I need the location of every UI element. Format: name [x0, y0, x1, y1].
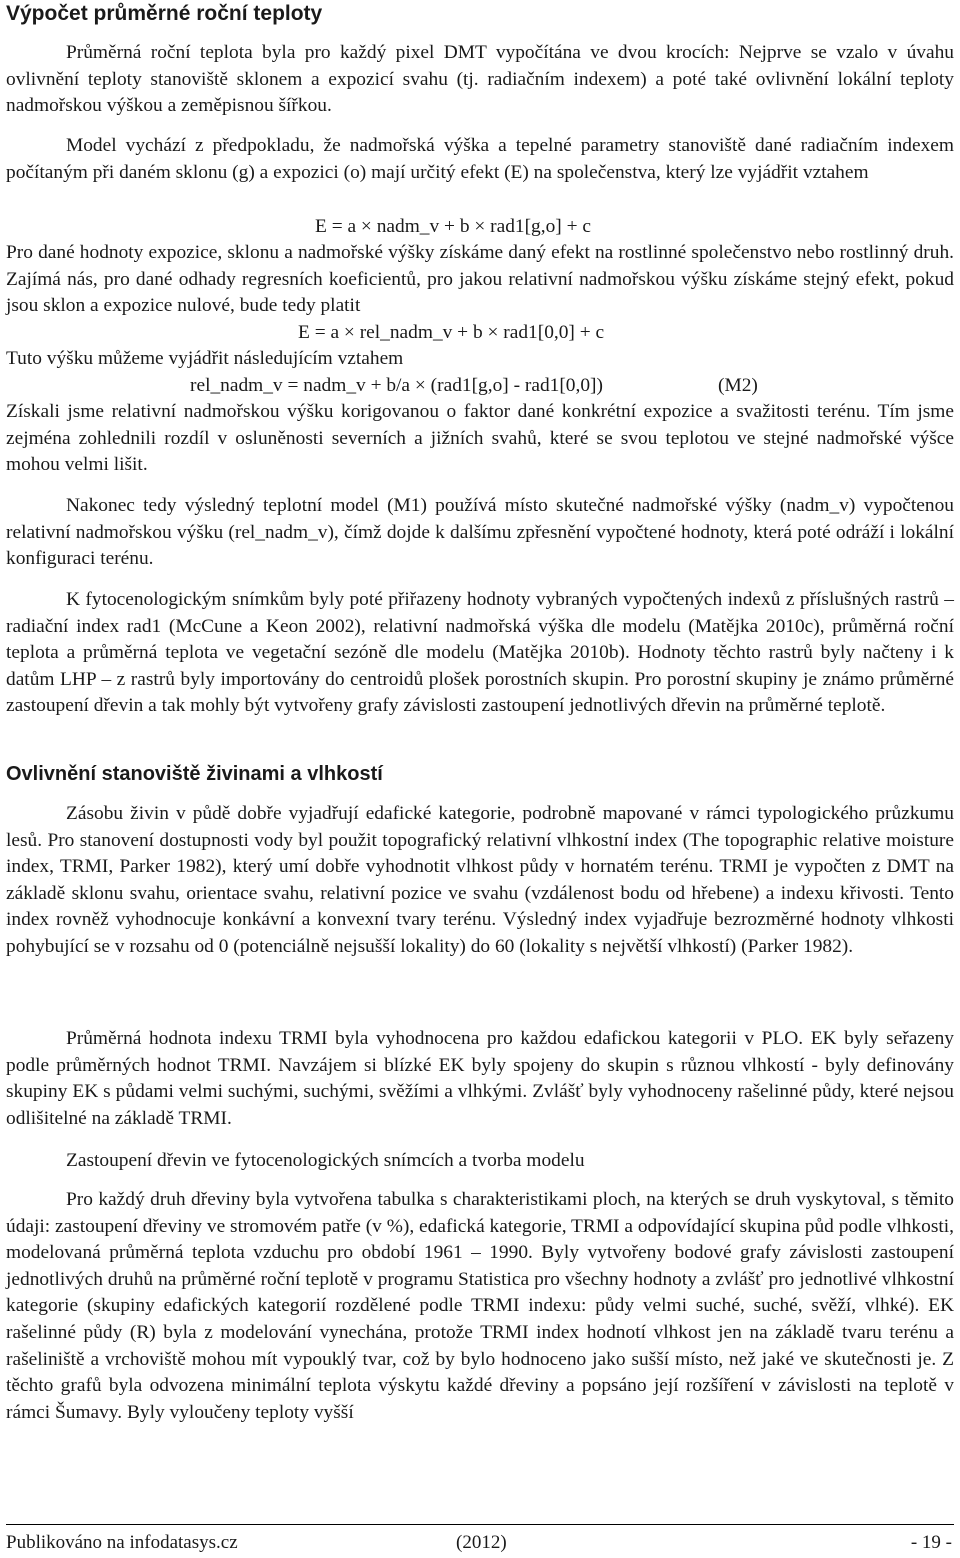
footer-page-number: - 19 - — [910, 1532, 952, 1553]
paragraph-trmi: Zásobu živin v půdě dobře vyjadřují edafické kategorie, podrobně mapované v rámci typologického průzkumu lesů. Pro stanovení dostupnosti vody byl použit topografický relativní vlhkostní index (The topographic relative moisture index, TRMI, Parker 1982), který umí dobře vyhodnotit vlhkost půdy v hornatém terénu. TRMI je vypočten z DMT na základě sklonu svahu, orientace svahu, relativní pozice ve svahu (vzdálenost bodu od hřebene) a indexu křivosti. Tento index rovněž vyhodnocuje konkávní a konvexní tvary terénu. Výsledný index vyjadřuje bezrozměrné hodnoty vlhkosti pohybující se v rozsahu od 0 (potenciálně nejsušší lokality) do 60 (lokality s největší vlhkostí) (Parker 1982). — [6, 803, 954, 957]
paragraph-relative-height: Získali jsme relativní nadmořskou výšku korigovanou o faktor dané konkrétní expozice a svažitosti terénu. Tím jsme zejména zohlednili rozdíl v osluněnosti severních a jižních svahů, které se svou teplotou ve stejné nadmořské výšce mohou velmi lišit. — [6, 401, 954, 476]
equation-3: rel_nadm_v = nadm_v + b/a × (rad1[g,o] - rad1[0,0]) — [190, 375, 603, 396]
footer-divider — [6, 1524, 954, 1525]
paragraph-intro: Průměrná roční teplota byla pro každý pixel DMT vypočítána ve dvou krocích: Nejprve se vzalo v úvahu ovlivnění teploty stanoviště sklonem a expozicí svahu (tj. radiačním indexem) a poté také ovlivnění lokální teploty nadmořskou výškou a zeměpisnou šířkou. — [6, 42, 954, 117]
paragraph-tree-table: Pro každý druh dřeviny byla vytvořena tabulka s charakteristikami ploch, na kterých se druh vyskytoval, s těmito údaji: zastoupení dřeviny ve stromovém patře (v %), edafická kategorie, TRMI a odpovídající skupina půd podle vlhkosti, modelovaná průměrná teplota vzduchu pro období 1961 – 1990. Byly vytvořeny bodové grafy závislosti zastoupení jednotlivých druhů na průměrné roční teplotě v programu Statistica pro všechny hodnoty a zvlášť pro jednotlivé vlhkostní kategorie (skupiny edafických kategorií rozdělené podle TRMI indexu: půdy velmi suché, suché, svěží, vlhké). EK rašelinné půdy (R) byla z modelování vynechána, protože TRMI index hodnotí vlhkost jen na základě tvaru terénu a rašeliniště a vrchoviště mohou mít vypouklý tvar, což by bylo hodnoceno jako sušší místo, než jaké ve skutečnosti je. Z těchto grafů byla odvozena minimální teplota výskytu každé dřeviny a popsáno její rozšíření v závislosti na teplotě v rámci Šumavy. Byly vyloučeny teploty vyšší — [6, 1189, 954, 1423]
equation-2: E = a × rel_nadm_v + b × rad1[0,0] + c — [298, 322, 605, 343]
subheading-tree-species: Zastoupení dřevin ve fytocenologických snímcích a tvorba modelu — [66, 1150, 585, 1171]
paragraph-model: Model vychází z předpokladu, že nadmořská výška a tepelné parametry stanoviště dané radiačním indexem počítaným při daném sklonu (g) a expozici (o) mají určitý efekt (E) na společenstva, který lze vyjádřit vztahem — [6, 135, 954, 183]
paragraph-trmi-average: Průměrná hodnota indexu TRMI byla vyhodnocena pro každou edafickou kategorii v PLO. EK byly seřazeny podle průměrných hodnot TRMI. Navzájem si blízké EK byly spojeny do skupin s různou vlhkostí - byly definovány skupiny EK s půdami velmi suchými, suchými, svěžími a vlhkými. Zvlášť byly vyhodnoceny rašelinné půdy, které nejsou odlišitelné na základě TRMI. — [6, 1028, 954, 1129]
section-heading-nutrients: Ovlivnění stanoviště živinami a vlhkostí — [6, 763, 383, 785]
paragraph-height: Tuto výšku můžeme vyjádřit následujícím vztahem — [6, 348, 404, 369]
paragraph-raster-values: K fytocenologickým snímkům byly poté přiřazeny hodnoty vybraných vypočtených indexů z příslušných rastrů – radiační index rad1 (McCune a Keon 2002), relativní nadmořská výška dle modelu (Matějka 2010c), průměrná roční teplota a průměrná teplota ve vegetační sezóně dle modelu (Matějka 2010b). Hodnoty těchto rastrů byly načteny i k datům LHP – z rastrů byly importovány do centroidů plošek porostních skupin. Pro porostní skupiny je známo průměrné zastoupení dřevin a tak mohly být vytvořeny grafy závislosti zastoupení jednotlivých dřevin na průměrné teplotě. — [6, 589, 954, 717]
paragraph-values: Pro dané hodnoty expozice, sklonu a nadmořské výšky získáme daný efekt na rostlinné společenstvo nebo rostlinný druh. Zajímá nás, pro dané odhady regresních koeficientů, pro jakou relativní nadmořskou výšku získáme stejný efekt, pokud jsou sklon a expozice nulové, bude tedy platit — [6, 242, 954, 317]
equation-3-label: (M2) — [718, 375, 758, 396]
equation-1: E = a × nadm_v + b × rad1[g,o] + c — [315, 216, 591, 237]
section-heading-temperature: Výpočet průměrné roční teploty — [6, 2, 323, 25]
footer-year: (2012) — [456, 1532, 507, 1553]
paragraph-final-model: Nakonec tedy výsledný teplotní model (M1) používá místo skutečné nadmořské výšky (nadm_v) vypočtenou relativní nadmořskou výšku (rel_nadm_v), čímž dojde k dalšímu zpřesnění vypočtené hodnoty, která poté odráží i lokální konfiguraci terénu. — [6, 495, 954, 570]
footer-publisher: Publikováno na infodatasys.cz — [6, 1532, 238, 1553]
